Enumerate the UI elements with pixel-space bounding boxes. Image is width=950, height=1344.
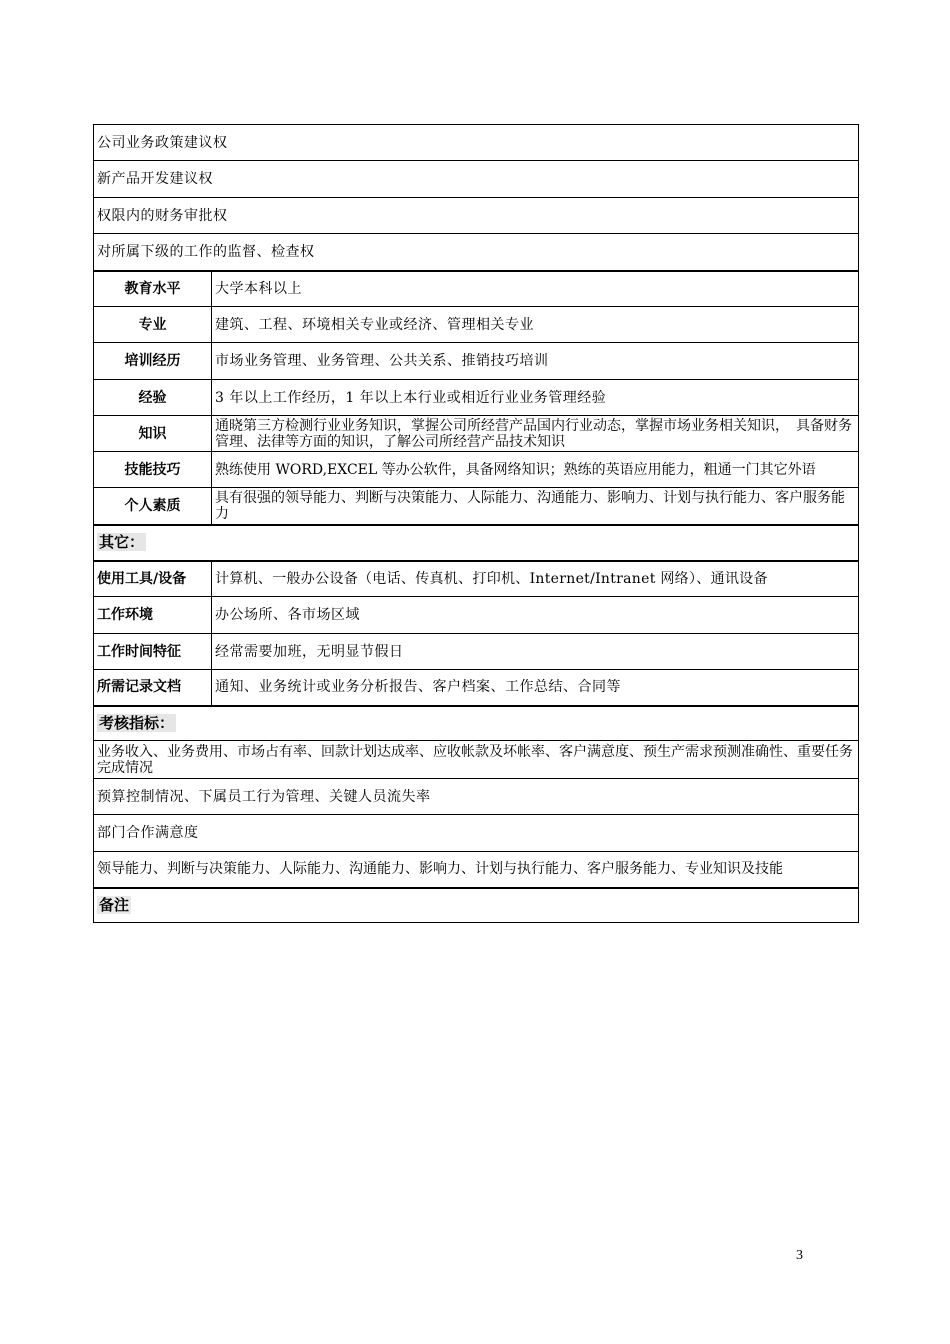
qualification-row [94, 307, 859, 343]
kpi-row [94, 741, 859, 779]
qualification-label: 专业 [94, 307, 212, 343]
rights-item: 公司业务政策建议权 [94, 125, 859, 161]
qualification-value: 熟练使用 WORD,EXCEL 等办公软件，具备网络知识；熟练的英语应用能力，粗通一门其它外语 [212, 452, 859, 488]
other-row [94, 561, 859, 597]
qualification-label: 经验 [94, 380, 212, 416]
other-value: 计算机、一般办公设备（电话、传真机、打印机、Internet/Intranet 网络）、通讯设备 [212, 561, 859, 597]
rights-row [94, 198, 859, 234]
rights-row [94, 234, 859, 271]
other-label: 所需记录文档 [94, 670, 212, 706]
kpi-row [94, 815, 859, 852]
qualification-row [94, 488, 859, 525]
job-description-table [93, 124, 859, 923]
other-value: 经常需要加班，无明显节假日 [212, 634, 859, 670]
other-heading-row [94, 525, 859, 561]
other-row [94, 597, 859, 634]
qualification-value: 大学本科以上 [212, 271, 859, 307]
other-label: 工作时间特征 [94, 634, 212, 670]
qualification-value: 具有很强的领导能力、判断与决策能力、人际能力、沟通能力、影响力、计划与执行能力、客户服务能力 [212, 488, 859, 525]
qualification-label: 技能技巧 [94, 452, 212, 488]
other-heading: 其它： [99, 533, 145, 551]
qualification-value: 建筑、工程、环境相关专业或经济、管理相关专业 [212, 307, 859, 343]
qualification-label: 培训经历 [94, 343, 212, 380]
kpi-item: 领导能力、判断与决策能力、人际能力、沟通能力、影响力、计划与执行能力、客户服务能力、专业知识及技能 [94, 852, 859, 888]
rights-item: 权限内的财务审批权 [94, 198, 859, 234]
rights-row [94, 125, 859, 161]
kpi-row [94, 779, 859, 815]
other-value: 通知、业务统计或业务分析报告、客户档案、工作总结、合同等 [212, 670, 859, 706]
rights-item: 对所属下级的工作的监督、检查权 [94, 234, 859, 271]
other-value: 办公场所、各市场区域 [212, 597, 859, 634]
qualification-label: 教育水平 [94, 271, 212, 307]
rights-item: 新产品开发建议权 [94, 161, 859, 198]
qualification-label: 个人素质 [94, 488, 212, 525]
qualification-row [94, 416, 859, 452]
kpi-heading: 考核指标： [99, 713, 175, 732]
kpi-item: 部门合作满意度 [94, 815, 859, 852]
remarks-row [94, 888, 859, 923]
qualification-row [94, 380, 859, 416]
remarks-heading: 备注 [99, 895, 130, 914]
kpi-item: 预算控制情况、下属员工行为管理、关键人员流失率 [94, 779, 859, 815]
qualification-row [94, 343, 859, 380]
kpi-item: 业务收入、业务费用、市场占有率、回款计划达成率、应收帐款及坏帐率、客户满意度、预生产需求预测准确性、重要任务完成情况 [94, 741, 859, 779]
other-row [94, 670, 859, 706]
page-number: 3 [796, 1248, 803, 1263]
rights-row [94, 161, 859, 198]
qualification-value: 市场业务管理、业务管理、公共关系、推销技巧培训 [212, 343, 859, 380]
kpi-heading-row [94, 706, 859, 741]
qualification-value: 3 年以上工作经历，1 年以上本行业或相近行业业务管理经验 [212, 380, 859, 416]
other-row [94, 634, 859, 670]
other-label: 使用工具/设备 [94, 561, 212, 597]
qualification-label: 知识 [94, 416, 212, 452]
kpi-row [94, 852, 859, 888]
other-label: 工作环境 [94, 597, 212, 634]
qualification-row [94, 271, 859, 307]
qualification-row [94, 452, 859, 488]
qualification-value: 通晓第三方检测行业业务知识，掌握公司所经营产品国内行业动态，掌握市场业务相关知识， 具备财务管理、法律等方面的知识，了解公司所经营产品技术知识 [212, 416, 859, 452]
